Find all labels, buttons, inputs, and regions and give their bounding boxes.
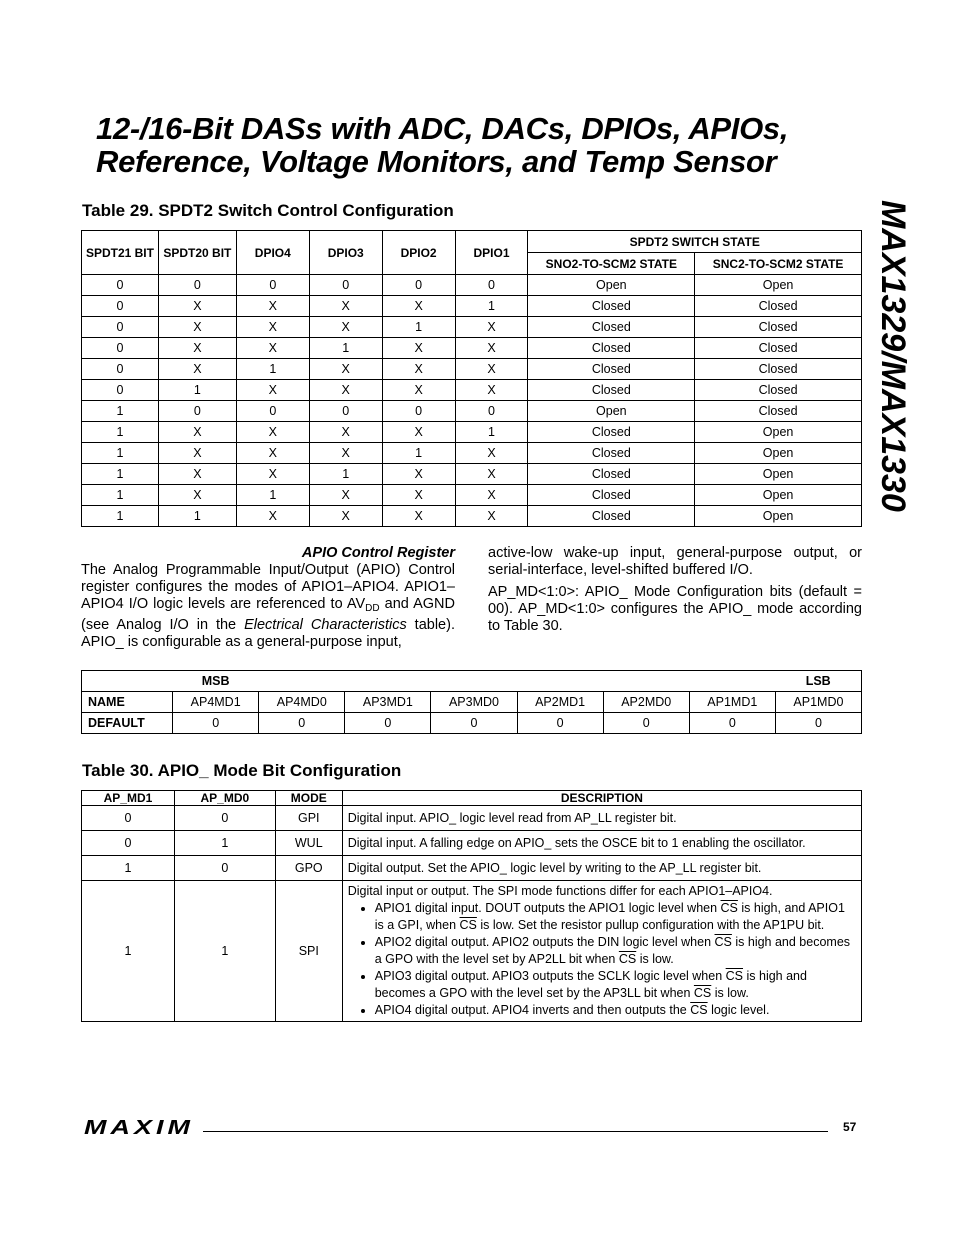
- col-dpio3-header: DPIO3: [309, 231, 382, 275]
- spi-description: [342, 881, 861, 1022]
- table-cell: X: [309, 359, 382, 380]
- table-cell: Open: [695, 275, 862, 296]
- table-cell: 0: [82, 317, 159, 338]
- table-cell: 0: [236, 275, 309, 296]
- table-cell: Open: [695, 464, 862, 485]
- table-cell: 1: [82, 506, 159, 527]
- register-bit-default: 0: [173, 713, 259, 734]
- table-cell: Digital output. Set the APIO_ logic level by writing to the AP_LL register bit.: [342, 856, 861, 881]
- table-cell: X: [455, 464, 528, 485]
- table-cell: Open: [695, 506, 862, 527]
- table-cell: 1: [309, 338, 382, 359]
- table-cell: Closed: [528, 380, 695, 401]
- lsb-label: LSB: [775, 671, 861, 692]
- table-cell: X: [309, 506, 382, 527]
- table30: [81, 790, 862, 1022]
- table30-body: [82, 806, 862, 881]
- table-cell: 0: [82, 806, 175, 831]
- table-cell: 1: [82, 856, 175, 881]
- col-ap-md0-header: AP_MD0: [174, 791, 275, 806]
- table-cell: X: [236, 464, 309, 485]
- col-dpio1-header: DPIO1: [455, 231, 528, 275]
- table-cell: X: [455, 359, 528, 380]
- side-part-number: [869, 200, 917, 530]
- table-row: [82, 831, 862, 856]
- spi-mode: SPI: [275, 881, 342, 1022]
- table-cell: 0: [174, 856, 275, 881]
- register-name-row: [82, 692, 862, 713]
- apio-left-column: [81, 545, 455, 651]
- table-cell: X: [158, 464, 236, 485]
- table-cell: X: [309, 485, 382, 506]
- apio-right-paragraph-2: AP_MD<1:0>: APIO_ Mode Configuration bits (default = 00). AP_MD<1:0> configures the APIO_ mode according to Table 30.: [488, 584, 862, 634]
- register-bit-name: AP3MD1: [345, 692, 431, 713]
- apio-right-column: [488, 545, 862, 635]
- table-cell: 0: [236, 401, 309, 422]
- table-cell: 1: [382, 317, 455, 338]
- table-cell: Closed: [695, 380, 862, 401]
- table-cell: X: [236, 422, 309, 443]
- table-cell: 0: [82, 359, 159, 380]
- table-cell: X: [158, 485, 236, 506]
- table29: [81, 230, 862, 527]
- table-cell: Closed: [695, 317, 862, 338]
- table-cell: X: [309, 422, 382, 443]
- footer-rule: [203, 1131, 828, 1132]
- spi-bullet-list: [348, 900, 856, 1019]
- table-cell: Closed: [528, 338, 695, 359]
- spi-md1: 1: [82, 881, 175, 1022]
- table-cell: X: [158, 338, 236, 359]
- register-bit-name: AP4MD0: [259, 692, 345, 713]
- table-cell: Closed: [528, 506, 695, 527]
- table-cell: Closed: [695, 296, 862, 317]
- side-part-number-text: MAX1329/MAX1330: [874, 200, 912, 512]
- table-cell: Closed: [528, 422, 695, 443]
- table-cell: Digital input. APIO_ logic level read from AP_LL register bit.: [342, 806, 861, 831]
- table-cell: 0: [82, 831, 175, 856]
- table-cell: X: [158, 443, 236, 464]
- spi-bullet-apio1: • APIO1 digital input. DOUT outputs the APIO1 logic level when $\overline{CS}$ is high, and APIO1 is a GPI, when $\overline{CS}$ is low. Set the resistor pullup configuration with the AP1PU bit.: [375, 900, 856, 934]
- table-cell: 1: [382, 443, 455, 464]
- table-cell: Closed: [528, 317, 695, 338]
- table-cell: Closed: [695, 359, 862, 380]
- register-bit-default: 0: [345, 713, 431, 734]
- table-cell: 0: [82, 275, 159, 296]
- table-cell: X: [158, 422, 236, 443]
- table-cell: 1: [82, 464, 159, 485]
- table-row: [82, 443, 862, 464]
- table-cell: 1: [174, 831, 275, 856]
- table-cell: 0: [158, 401, 236, 422]
- apio-left-paragraph: The Analog Programmable Input/Output (APIO) Control register configures the modes of APIO1–APIO4. APIO1–APIO4 I/O logic levels are referenced to $AV_{DD}$ and AGND (see Analog I/O in the Electrical Characteristics table). APIO_ is configurable as a general-purpose input,: [81, 562, 456, 650]
- table-cell: X: [158, 359, 236, 380]
- register-bit-name: AP4MD1: [173, 692, 259, 713]
- table-cell: 1: [309, 464, 382, 485]
- table-row: [82, 338, 862, 359]
- table-cell: Closed: [695, 401, 862, 422]
- table-row: [82, 380, 862, 401]
- register-bit-name: AP3MD0: [431, 692, 517, 713]
- table-row: [82, 485, 862, 506]
- apio-heading: APIO Control Register: [301, 545, 455, 561]
- table-cell: 0: [382, 401, 455, 422]
- col-dpio4-header: DPIO4: [236, 231, 309, 275]
- table-cell: Closed: [528, 464, 695, 485]
- table-cell: 0: [309, 401, 382, 422]
- table-cell: X: [309, 443, 382, 464]
- spi-mode-row: [82, 881, 862, 1022]
- register-bit-name: AP1MD1: [689, 692, 775, 713]
- table-row: [82, 506, 862, 527]
- page-title: [96, 112, 896, 178]
- table-row: [82, 275, 862, 296]
- table-cell: GPO: [275, 856, 342, 881]
- table-cell: X: [455, 506, 528, 527]
- table30-caption: Table 30. APIO_ Mode Bit Configuration: [82, 761, 402, 780]
- table-cell: Closed: [528, 296, 695, 317]
- table-cell: 0: [82, 380, 159, 401]
- table-row: [82, 806, 862, 831]
- maxim-logo: [84, 1118, 196, 1136]
- table-cell: X: [382, 485, 455, 506]
- spi-bullet-apio3: • APIO3 digital output. APIO3 outputs the SCLK logic level when $\overline{CS}$ is high and becomes a GPO with the level set by the AP3LL bit when $\overline{CS}$ is low.: [375, 968, 856, 1002]
- col-spdt21-header: SPDT21 BIT: [82, 231, 159, 275]
- table-cell: X: [455, 485, 528, 506]
- table-row: [82, 296, 862, 317]
- table-cell: 1: [82, 485, 159, 506]
- table-cell: X: [236, 317, 309, 338]
- maxim-logo-text: MAXIM: [84, 1118, 194, 1136]
- register-bit-name: AP2MD0: [603, 692, 689, 713]
- register-msb-lsb-row: [82, 671, 862, 692]
- table-cell: X: [382, 422, 455, 443]
- table-cell: Closed: [528, 485, 695, 506]
- table-cell: X: [309, 296, 382, 317]
- table-cell: Open: [528, 401, 695, 422]
- table-cell: X: [382, 359, 455, 380]
- msb-label: MSB: [173, 671, 259, 692]
- table-cell: Closed: [528, 359, 695, 380]
- register-bit-default: 0: [431, 713, 517, 734]
- table-row: [82, 422, 862, 443]
- table-cell: 1: [158, 380, 236, 401]
- col-dpio2-header: DPIO2: [382, 231, 455, 275]
- register-bit-default: 0: [603, 713, 689, 734]
- table-cell: X: [309, 317, 382, 338]
- table-cell: Digital input. A falling edge on APIO_ sets the OSCE bit to 1 enabling the oscillator.: [342, 831, 861, 856]
- col-description-header: DESCRIPTION: [342, 791, 861, 806]
- register-bit-default: 0: [259, 713, 345, 734]
- table-cell: X: [382, 506, 455, 527]
- col-sno-header: SNO2-TO-SCM2 STATE: [528, 253, 695, 275]
- title-line-2: Reference, Voltage Monitors, and Temp Sensor: [96, 144, 777, 179]
- table-cell: 1: [236, 359, 309, 380]
- register-bit-name: AP2MD1: [517, 692, 603, 713]
- table-cell: X: [309, 380, 382, 401]
- table-cell: 0: [382, 275, 455, 296]
- register-bit-default: 0: [689, 713, 775, 734]
- spi-intro: Digital input or output. The SPI mode functions differ for each APIO1–APIO4.: [347, 884, 773, 898]
- table-cell: X: [455, 443, 528, 464]
- table-cell: 1: [158, 506, 236, 527]
- apio-register-table: [81, 670, 862, 734]
- table-cell: Closed: [695, 338, 862, 359]
- table-cell: 0: [309, 275, 382, 296]
- col-mode-header: MODE: [275, 791, 342, 806]
- table-cell: GPI: [275, 806, 342, 831]
- table-row: [82, 856, 862, 881]
- table-cell: X: [455, 317, 528, 338]
- table-cell: Open: [695, 422, 862, 443]
- apio-right-paragraph-1: active-low wake-up input, general-purpose output, or serial-interface, level-shifted buffered I/O.: [488, 545, 862, 578]
- table-row: [82, 464, 862, 485]
- table-cell: X: [236, 443, 309, 464]
- table-cell: 0: [158, 275, 236, 296]
- table-cell: 1: [82, 422, 159, 443]
- register-bit-default: 0: [775, 713, 861, 734]
- table-cell: 1: [455, 296, 528, 317]
- table-cell: 0: [82, 296, 159, 317]
- table-cell: X: [236, 506, 309, 527]
- table-cell: Open: [695, 443, 862, 464]
- table-cell: X: [455, 380, 528, 401]
- table-cell: X: [455, 338, 528, 359]
- table-row: [82, 359, 862, 380]
- table-row: [82, 401, 862, 422]
- table-cell: Open: [695, 485, 862, 506]
- col-snc-header: SNC2-TO-SCM2 STATE: [695, 253, 862, 275]
- title-line-1: 12-/16-Bit DASs with ADC, DACs, DPIOs, APIOs,: [96, 111, 789, 146]
- spi-bullet-apio4: • APIO4 digital output. APIO4 inverts and then outputs the $\overline{CS}$ logic level.: [375, 1002, 856, 1019]
- table-cell: X: [236, 296, 309, 317]
- register-default-row: [82, 713, 862, 734]
- spi-md0: 1: [174, 881, 275, 1022]
- table-cell: 1: [455, 422, 528, 443]
- table-cell: 0: [455, 275, 528, 296]
- table-cell: Open: [528, 275, 695, 296]
- table-row: [82, 317, 862, 338]
- table29-caption: Table 29. SPDT2 Switch Control Configuration: [82, 201, 454, 220]
- table-cell: WUL: [275, 831, 342, 856]
- col-ap-md1-header: AP_MD1: [82, 791, 175, 806]
- table-cell: 0: [455, 401, 528, 422]
- switch-state-group-header: SPDT2 SWITCH STATE: [528, 231, 862, 253]
- name-label: NAME: [82, 692, 173, 713]
- table-cell: 0: [82, 338, 159, 359]
- table-cell: X: [158, 296, 236, 317]
- table-cell: X: [382, 338, 455, 359]
- table-cell: 1: [82, 443, 159, 464]
- register-bit-name: AP1MD0: [775, 692, 861, 713]
- page-number: 57: [843, 1120, 857, 1134]
- table-cell: Closed: [528, 443, 695, 464]
- register-bit-default: 0: [517, 713, 603, 734]
- table-cell: 0: [174, 806, 275, 831]
- table-cell: X: [382, 464, 455, 485]
- table-cell: X: [158, 317, 236, 338]
- table-cell: 1: [82, 401, 159, 422]
- table-cell: X: [382, 296, 455, 317]
- spi-bullet-apio2: • APIO2 digital output. APIO2 outputs the DIN logic level when $\overline{CS}$ is high and becomes a GPO with the level set by AP2LL bit when $\overline{CS}$ is low.: [375, 934, 856, 968]
- table-cell: 1: [236, 485, 309, 506]
- table-cell: X: [236, 338, 309, 359]
- default-label: DEFAULT: [82, 713, 173, 734]
- col-spdt20-header: SPDT20 BIT: [158, 231, 236, 275]
- table29-body: [82, 275, 862, 527]
- table-cell: X: [236, 380, 309, 401]
- table-cell: X: [382, 380, 455, 401]
